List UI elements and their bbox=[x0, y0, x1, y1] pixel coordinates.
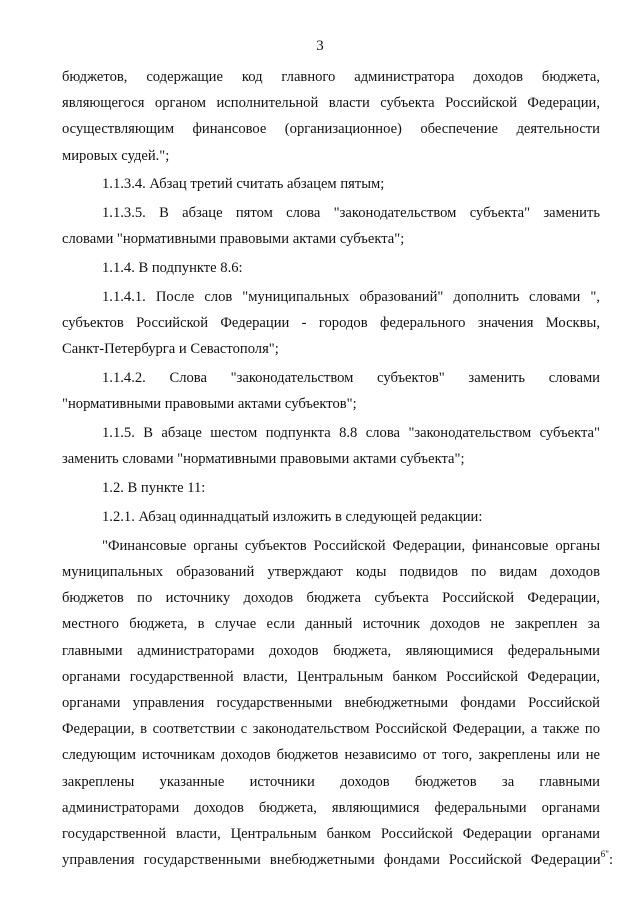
paragraph-p-quote bbox=[62, 533, 614, 874]
text-line: Санкт-Петербурга и Севастополя"; bbox=[62, 341, 279, 358]
document-body bbox=[62, 64, 614, 876]
text-line: мировых судей."; bbox=[62, 147, 170, 164]
text-line: субъектов Российской Федерации - городов федерального значения Москвы, bbox=[62, 315, 600, 332]
text-line: "нормативными правовыми актами субъектов"; bbox=[62, 396, 357, 413]
text-line: органами управления государственными внебюджетными фондами Российской bbox=[62, 695, 600, 712]
text-line: 1.2.1. Абзац одиннадцатый изложить в следующей редакции: bbox=[102, 509, 483, 525]
paragraph-p-1-1-5 bbox=[62, 420, 600, 472]
text-line: Федерации, в соответствии с законодательством Российской Федерации, а также по bbox=[62, 721, 600, 738]
footnote-superscript: 6" bbox=[600, 849, 609, 860]
page-number: 3 bbox=[316, 38, 324, 54]
text-line: бюджетов по источнику доходов бюджета субъекта Российской Федерации, bbox=[62, 590, 600, 607]
paragraph-p-continuation bbox=[62, 64, 600, 169]
text-line: органами государственной власти, Центральным банком Российской Федерации, bbox=[62, 668, 600, 685]
text-line bbox=[62, 847, 614, 873]
text-line: заменить словами "нормативными правовыми актами субъекта"; bbox=[62, 451, 465, 468]
text-line: словами "нормативными правовыми актами субъекта"; bbox=[62, 231, 405, 248]
paragraph-p-1-1-4-1 bbox=[62, 284, 600, 363]
text-line: бюджетов, содержащие код главного администратора доходов бюджета, bbox=[62, 69, 600, 85]
paragraph-p-1-2-1 bbox=[62, 504, 600, 530]
text-line: осуществляющим финансовое (организационное) обеспечение деятельности bbox=[62, 121, 600, 138]
paragraph-p-1-1-4-2 bbox=[62, 365, 600, 417]
text-line: 1.1.3.4. Абзац третий считать абзацем пятым; bbox=[102, 176, 385, 193]
text-line: 1.2. В пункте 11: bbox=[102, 480, 206, 497]
text-line: следующим источникам доходов бюджетов независимо от того, закреплены или не bbox=[62, 747, 600, 764]
text-line: 1.1.4.1. После слов "муниципальных образований" дополнить словами ", bbox=[102, 289, 600, 305]
text-line: местного бюджета, в случае если данный источник доходов не закреплен за bbox=[62, 616, 600, 633]
text-line: 1.1.4. В подпункте 8.6: bbox=[102, 260, 243, 277]
paragraph-p-1-1-3-5 bbox=[62, 200, 600, 252]
text-line: главными администраторами доходов бюджета, являющимися федеральными bbox=[62, 642, 600, 659]
text-line: 1.1.5. В абзаце шестом подпункта 8.8 слова "законодательством субъекта" bbox=[102, 425, 600, 442]
text-line: являющегося органом исполнительной власти субъекта Российской Федерации, bbox=[62, 95, 600, 112]
paragraph-p-1-1-4 bbox=[62, 255, 600, 281]
text-line: государственной власти, Центральным банком Российской Федерации органами bbox=[62, 826, 600, 843]
text-line: администраторами доходов бюджета, являющимися федеральными органами bbox=[62, 799, 600, 816]
paragraph-p-1-2 bbox=[62, 475, 600, 501]
text-line-main: управления государственными внебюджетными фондами Российской Федерации bbox=[62, 852, 601, 869]
text-line: муниципальных образований утверждают коды подвидов по видам доходов bbox=[62, 564, 600, 580]
text-line: закреплены указанные источники доходов бюджетов за главными bbox=[62, 773, 600, 790]
text-line: 1.1.4.2. Слова "законодательством субъектов" заменить словами bbox=[102, 370, 600, 387]
text-line: "Финансовые органы субъектов Российской Федерации, финансовые органы bbox=[102, 537, 600, 554]
text-line: 1.1.3.5. В абзаце пятом слова "законодательством субъекта" заменить bbox=[102, 205, 600, 222]
paragraph-p-1-1-3-4 bbox=[62, 171, 600, 197]
text-line-tail: : bbox=[609, 852, 614, 869]
